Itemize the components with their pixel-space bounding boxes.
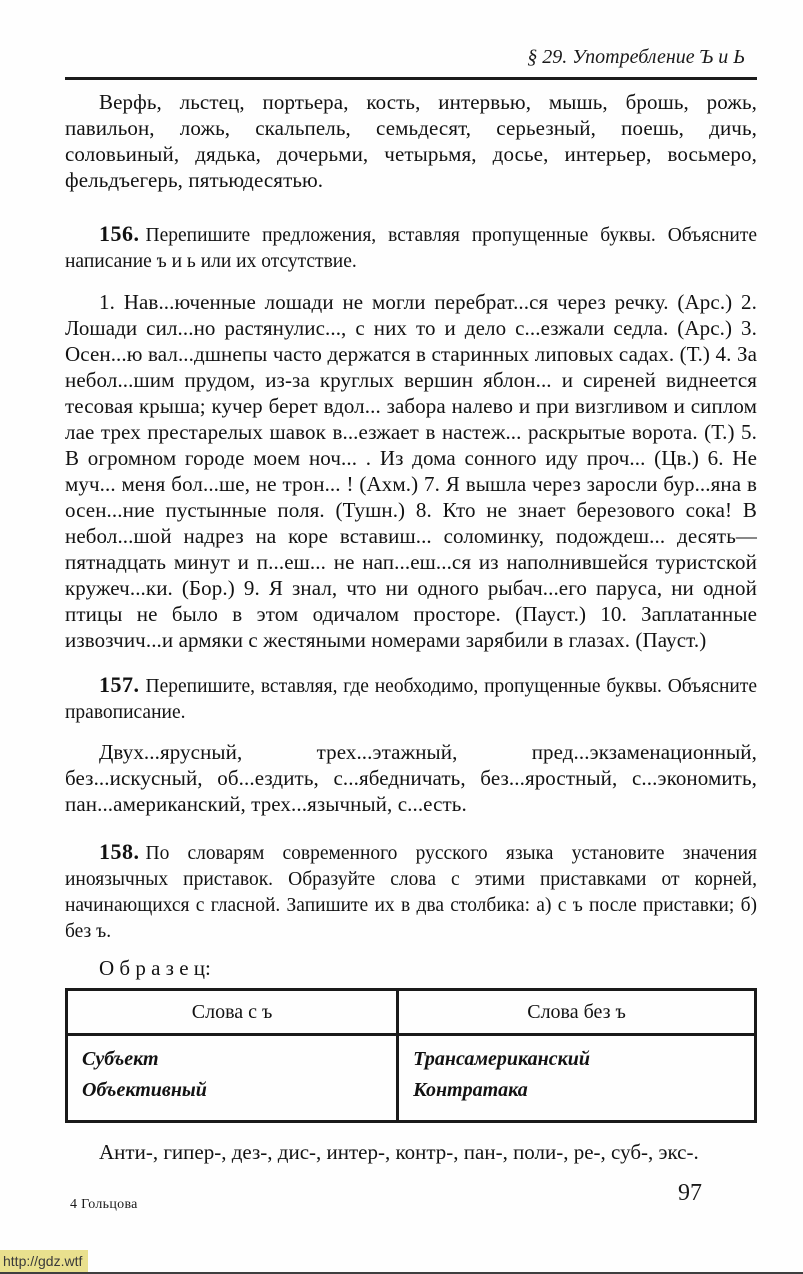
table-entry: Субъект <box>82 1048 159 1070</box>
column-header-words-with-hard-sign: Слова с ъ <box>67 990 398 1035</box>
exercise-157-number: 157. <box>99 672 140 697</box>
sample-label: О б р а з е ц: <box>99 956 211 980</box>
sample-table-header-row <box>67 990 756 1035</box>
page-number: 97 <box>678 1180 702 1206</box>
exercise-156-body: 1. Нав...юченные лошади не могли перебрат...ся через речку. (Арс.) 2. Лошади сил...но растянулис..., с них то и дело с...езжали седла. (Арс.) 3. Осен...ю вал...дшнепы часто держатся в старинных липовых садах. (Т.) 4. За небол...шим прудом, из-за круглых вершин яблон... и сиреней виднеется тесовая крыша; кучер берет вдол... забора налево и при визгливом и сиплом лае трех престарелых шавок в...езжает в настеж... раскрытые ворота. (Т.) 5. В огромном городе моем ноч... . Из дома сонного иду проч... (Цв.) 6. Не муч... меня бол...ше, не трон... ! (Ахм.) 7. Я вышла через заросли бур...яна в осен...ние пустынные поля. (Тушн.) 8. Кто не знает березового сока! В небол...шой надрез на коре вставиш... соломинку, подождеш... десять—пятнадцать минут и п...еш... не нап...еш...ся из наполнившейся туристской кружеч...ки. (Бор.) 9. Я знал, что ни одного рыбач...его паруса, ни одной птицы не было в этом одичалом просторе. (Пауст.) 10. Заплатанные извозчич...и армяки с жестяными номерами зарябили в глазах. (Пауст.) <box>65 290 757 652</box>
sample-table-body-row <box>67 1035 756 1122</box>
exercise-158-heading <box>65 839 757 945</box>
table-entry: Трансамериканский <box>413 1048 591 1070</box>
watermark-link[interactable]: http://gdz.wtf <box>0 1250 88 1272</box>
table-entry: Контратака <box>413 1079 528 1101</box>
sample-table <box>65 988 757 1123</box>
cell-words-with-hard-sign <box>67 1035 398 1122</box>
column-header-words-without-hard-sign: Слова без ъ <box>398 990 756 1035</box>
exercise-157-heading <box>65 672 757 726</box>
prefix-list: Анти-, гипер-, дез-, дис-, интер-, контр-, пан-, поли-, ре-, суб-, экс-. <box>99 1140 699 1164</box>
table-entry: Объективный <box>82 1079 207 1101</box>
exercise-157-body: Двух...ярусный, трех...этажный, пред...экзаменационный, без...искусный, об...ездить, с...ябедничать, без...яростный, с...экономить, пан...американский, трех...язычный, с...есть. <box>65 740 757 816</box>
header-rule <box>65 77 757 80</box>
cell-words-without-hard-sign <box>398 1035 756 1122</box>
exercise-156-instruction: Перепишите предложения, вставляя пропущенные буквы. Объясните написание ъ и ь или их отсутствие. <box>65 225 757 272</box>
section-running-head: § 29. Употребление Ъ и Ь <box>527 46 745 68</box>
exercise-158-instruction: По словарям современного русского языка установите значения иноязычных приставок. Образуйте слова с этими приставками от корней, начинающихся с гласной. Запишите их в два столбика: а) с ъ после приставки; б) без ъ. <box>65 843 757 942</box>
exercise-156-number: 156. <box>99 221 140 246</box>
word-list-paragraph: Верфь, льстец, портьера, кость, интервью, мышь, брошь, рожь, павильон, ложь, скальпель, семьдесят, серьезный, поешь, дичь, соловьиный, дядька, дочерьми, четырьмя, досье, интерьер, восьмеро, фельдъегерь, пятьюдесятью. <box>65 90 757 192</box>
page-content <box>65 0 757 1165</box>
print-signature: 4 Гольцова <box>70 1197 138 1212</box>
exercise-156-heading <box>65 221 757 275</box>
exercise-157-instruction: Перепишите, вставляя, где необходимо, пропущенные буквы. Объясните правописание. <box>65 676 757 723</box>
exercise-158-number: 158. <box>99 839 140 864</box>
